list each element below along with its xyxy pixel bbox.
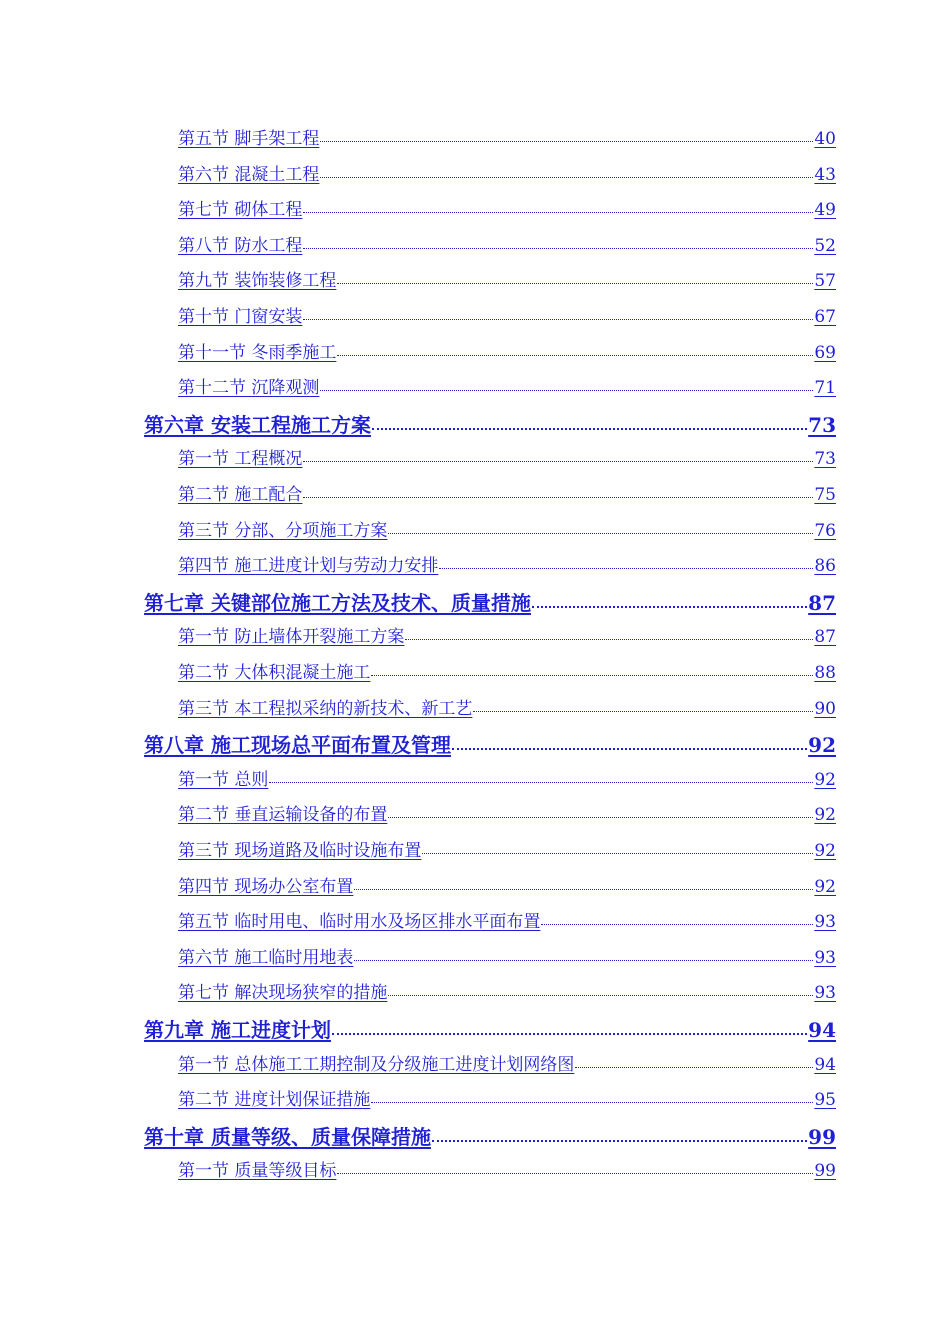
- toc-dot-leader: [320, 162, 813, 177]
- toc-section-link[interactable]: [0, 195, 836, 220]
- toc-dot-leader: [388, 803, 813, 818]
- toc-entry-label: 第三节 现场道路及临时设施布置: [178, 841, 422, 861]
- toc-page-number: 93: [814, 983, 836, 1004]
- toc-page-number: 92: [814, 769, 836, 790]
- toc-entry-label: 第四节 施工进度计划与劳动力安排: [178, 556, 439, 577]
- toc-dot-leader: [371, 1088, 813, 1103]
- toc-dot-leader: [388, 518, 813, 533]
- toc-section-link[interactable]: [0, 943, 836, 968]
- toc-section-link[interactable]: [0, 160, 836, 185]
- toc-page-number: 95: [814, 1090, 836, 1111]
- toc-page-number: 69: [814, 342, 836, 363]
- toc-page-number: 92: [814, 805, 836, 826]
- toc-entry-label: 第七节 砌体工程: [178, 200, 303, 221]
- toc-page-number: 92: [814, 876, 836, 897]
- toc-dot-leader: [332, 1016, 807, 1035]
- toc-page-number: 40: [814, 129, 836, 149]
- toc-page-number: 57: [814, 271, 836, 292]
- toc-dot-leader: [575, 1052, 813, 1067]
- toc-page-number: 93: [814, 912, 836, 933]
- toc-dot-leader: [422, 839, 813, 854]
- toc-page-number: 88: [814, 663, 836, 683]
- toc-page-number: 76: [814, 520, 836, 541]
- toc-chapter-link[interactable]: [0, 1014, 836, 1043]
- toc-entry-label: 第六节 混凝土工程: [178, 164, 320, 185]
- toc-entry-label: 第六章 安装工程施工方案: [144, 412, 371, 437]
- toc-entry-label: 第二节 垂直运输设备的布置: [178, 805, 388, 826]
- toc-page-number: 49: [814, 200, 836, 221]
- toc-dot-leader: [532, 589, 807, 608]
- toc-entry-label: 第一节 防止墙体开裂施工方案: [178, 627, 405, 648]
- toc-page-number: 87: [808, 590, 836, 615]
- toc-page-number: 94: [814, 1054, 836, 1075]
- toc-section-link[interactable]: [0, 1156, 836, 1181]
- toc-page-number: 90: [814, 698, 836, 719]
- toc-dot-leader: [354, 874, 813, 889]
- toc-section-link[interactable]: [0, 373, 836, 398]
- toc-entry-label: 第一节 总体施工工期控制及分级施工进度计划网络图: [178, 1054, 575, 1075]
- toc-page-number: 94: [808, 1018, 836, 1042]
- toc-page-number: 73: [808, 412, 836, 437]
- toc-dot-leader: [452, 731, 807, 750]
- toc-page-number: 92: [808, 733, 836, 758]
- toc-dot-leader: [320, 376, 813, 391]
- toc-entry-label: 第三节 分部、分项施工方案: [178, 520, 388, 541]
- toc-page-number: 71: [814, 378, 836, 399]
- toc-page-number: 67: [814, 307, 836, 327]
- toc-chapter-link[interactable]: [0, 409, 836, 438]
- toc-page-number: 99: [814, 1161, 836, 1182]
- toc-dot-leader: [303, 305, 813, 320]
- toc-entry-label: 第二节 大体积混凝土施工: [178, 663, 371, 683]
- toc-page-number: 75: [814, 485, 836, 505]
- toc-section-link[interactable]: [0, 1050, 836, 1075]
- toc-dot-leader: [303, 198, 813, 213]
- toc-entry-label: 第八节 防水工程: [178, 235, 303, 256]
- toc-section-link[interactable]: [0, 1085, 836, 1110]
- toc-chapter-link[interactable]: [0, 1121, 836, 1150]
- toc-dot-leader: [405, 625, 813, 640]
- toc-entry-label: 第一节 质量等级目标: [178, 1161, 337, 1182]
- toc-section-link[interactable]: [0, 658, 836, 683]
- toc-entry-label: 第四节 现场办公室布置: [178, 876, 354, 897]
- toc-section-link[interactable]: [0, 978, 836, 1003]
- toc-entry-label: 第十二节 沉降观测: [178, 378, 320, 399]
- toc-entry-label: 第八章 施工现场总平面布置及管理: [144, 733, 451, 758]
- toc-section-link[interactable]: [0, 622, 836, 647]
- toc-section-link[interactable]: [0, 907, 836, 932]
- toc-page-number: 52: [814, 235, 836, 256]
- toc-page-number: 99: [808, 1124, 836, 1149]
- toc-dot-leader: [371, 661, 813, 676]
- toc-dot-leader: [269, 767, 813, 782]
- toc-dot-leader: [303, 483, 813, 498]
- toc-dot-leader: [303, 233, 813, 248]
- toc-section-link[interactable]: [0, 266, 836, 291]
- toc-section-link[interactable]: [0, 231, 836, 256]
- toc-dot-leader: [320, 127, 813, 142]
- toc-dot-leader: [388, 981, 813, 996]
- toc-chapter-link[interactable]: [0, 587, 836, 616]
- toc-page-number: 73: [814, 449, 836, 470]
- toc-entry-label: 第九章 施工进度计划: [144, 1018, 331, 1042]
- toc-section-link[interactable]: [0, 872, 836, 897]
- toc-entry-label: 第三节 本工程拟采纳的新技术、新工艺: [178, 698, 473, 719]
- toc-dot-leader: [303, 447, 813, 462]
- toc-section-link[interactable]: [0, 800, 836, 825]
- toc-section-link[interactable]: [0, 516, 836, 541]
- toc-dot-leader: [354, 945, 813, 960]
- toc-section-link[interactable]: [0, 694, 836, 719]
- toc-page-number: 43: [814, 164, 836, 185]
- toc-dot-leader: [337, 269, 813, 284]
- toc-dot-leader: [337, 1159, 813, 1174]
- toc-entry-label: 第七章 关键部位施工方法及技术、质量措施: [144, 590, 531, 615]
- toc-entry-label: 第一节 工程概况: [178, 449, 303, 470]
- toc-section-link[interactable]: [0, 124, 836, 149]
- toc-entry-label: 第九节 装饰装修工程: [178, 271, 337, 292]
- toc-page-number: 86: [814, 556, 836, 577]
- toc-dot-leader: [473, 696, 813, 711]
- toc-page-number: 92: [814, 841, 836, 861]
- toc-entry-label: 第二节 施工配合: [178, 485, 303, 505]
- toc-entry-label: 第十一节 冬雨季施工: [178, 342, 337, 363]
- toc-page-number: 87: [814, 627, 836, 648]
- toc-entry-label: 第六节 施工临时用地表: [178, 947, 354, 968]
- toc-entry-label: 第十章 质量等级、质量保障措施: [144, 1124, 431, 1149]
- toc-entry-label: 第五节 临时用电、临时用水及场区排水平面布置: [178, 912, 541, 933]
- toc-entry-label: 第二节 进度计划保证措施: [178, 1090, 371, 1111]
- toc-entry-label: 第七节 解决现场狭窄的措施: [178, 983, 388, 1004]
- toc-entry-label: 第十节 门窗安装: [178, 307, 303, 327]
- toc-dot-leader: [372, 411, 807, 430]
- toc-section-link[interactable]: [0, 302, 836, 327]
- toc-page-number: 93: [814, 947, 836, 968]
- toc-section-link[interactable]: [0, 551, 836, 576]
- toc-section-link[interactable]: [0, 836, 836, 861]
- toc-chapter-link[interactable]: [0, 729, 836, 758]
- toc-dot-leader: [541, 910, 813, 925]
- toc-dot-leader: [439, 554, 813, 569]
- toc-section-link[interactable]: [0, 765, 836, 790]
- toc-section-link[interactable]: [0, 444, 836, 469]
- toc-entry-label: 第一节 总则: [178, 769, 269, 790]
- toc-section-link[interactable]: [0, 480, 836, 505]
- toc-dot-leader: [432, 1123, 807, 1142]
- toc-section-link[interactable]: [0, 338, 836, 363]
- toc-entry-label: 第五节 脚手架工程: [178, 129, 320, 149]
- toc-dot-leader: [337, 340, 813, 355]
